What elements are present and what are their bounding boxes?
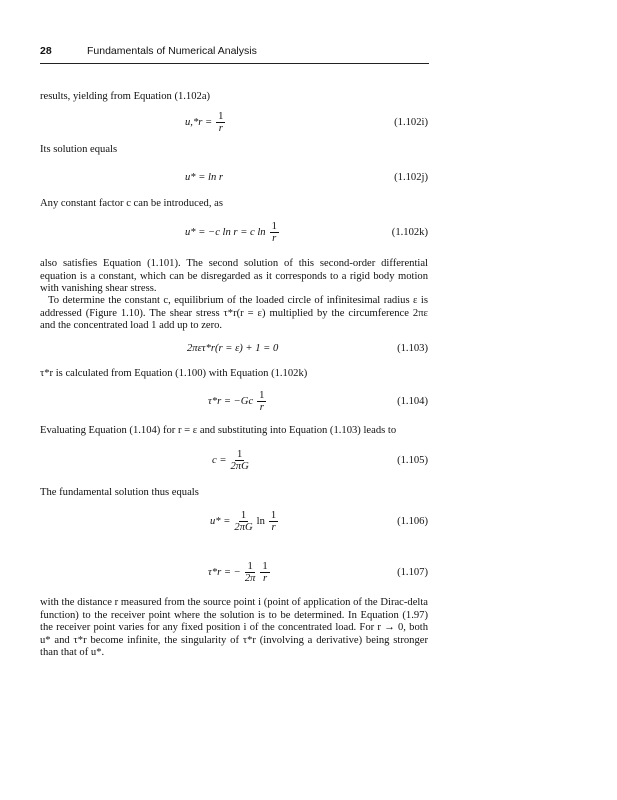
paragraph: To determine the constant c, equilibrium of the loaded circle of infinitesimal radius ε is addressed (Figure 1.10). The shear stress τ*r(r = ε) multiplied by the circumference 2πε and the concentrated load 1 add up to zero. bbox=[40, 295, 428, 332]
numerator: 1 bbox=[262, 561, 268, 572]
numerator: 1 bbox=[247, 561, 253, 572]
equation-number: (1.105) bbox=[397, 455, 428, 466]
fraction bbox=[216, 111, 225, 134]
page-number: 28 bbox=[40, 45, 52, 57]
equation-number: (1.103) bbox=[397, 343, 428, 354]
eq-lhs: u* = −c ln r = c ln bbox=[185, 227, 266, 238]
paragraph: with the distance r measured from the source point i (point of application of the Dirac-delta function) to the receiver point where the solution is to be determined. In Equation (1.97) the receiver point varies for any fixed position i of the concentrated load. For r → 0, both u* and τ*r become infinite, the singularity of τ*r (involving a derivative) being stronger than that of u*. bbox=[40, 597, 428, 659]
denominator: r bbox=[271, 522, 276, 533]
numerator: 1 bbox=[271, 221, 277, 232]
numerator: 1 bbox=[236, 449, 243, 460]
fraction bbox=[234, 510, 252, 533]
paragraph: The fundamental solution thus equals bbox=[40, 487, 199, 498]
paragraph: Evaluating Equation (1.104) for r = ε and substituting into Equation (1.103) leads to bbox=[40, 425, 397, 436]
fraction bbox=[269, 510, 278, 533]
numerator: 1 bbox=[218, 111, 224, 122]
denominator: 2π bbox=[244, 573, 256, 584]
numerator: 1 bbox=[270, 510, 277, 521]
eq-lhs: τ*r = −Gc bbox=[208, 396, 254, 407]
eq-expr: 2πετ*r(r = ε) + 1 = 0 bbox=[187, 343, 279, 354]
denominator: 2πG bbox=[230, 461, 249, 472]
numerator: 1 bbox=[240, 510, 247, 521]
fraction bbox=[245, 561, 256, 584]
denominator: 2πG bbox=[234, 522, 253, 533]
equation-1-106 bbox=[0, 510, 428, 534]
numerator: 1 bbox=[259, 390, 265, 401]
equation-1-102k bbox=[0, 221, 428, 245]
eq-lhs: τ*r = − bbox=[208, 567, 241, 578]
denominator: r bbox=[263, 573, 268, 584]
denominator: r bbox=[259, 402, 264, 413]
equation-number: (1.102i) bbox=[394, 117, 428, 128]
ln-operator: ln bbox=[256, 516, 265, 527]
paragraph: Its solution equals bbox=[40, 144, 118, 155]
fraction bbox=[260, 561, 269, 584]
eq-lhs: c = bbox=[212, 455, 227, 466]
paragraph: results, yielding from Equation (1.102a) bbox=[40, 91, 211, 102]
equation-number: (1.102k) bbox=[391, 227, 428, 238]
paragraph: τ*r is calculated from Equation (1.100) with Equation (1.102k) bbox=[40, 368, 308, 379]
equation-1-105 bbox=[0, 449, 428, 473]
equation-1-104 bbox=[0, 390, 428, 414]
running-header bbox=[40, 45, 428, 57]
book-title: Fundamentals of Numerical Analysis bbox=[87, 45, 257, 57]
paragraph: also satisfies Equation (1.101). The second solution of this second-order differential equation is a constant, which can be disregarded as it corresponds to a rigid body motion with vanishing shear stress. bbox=[40, 258, 428, 295]
eq-lhs: u,*r = bbox=[185, 117, 213, 128]
equation-1-102i bbox=[0, 111, 428, 135]
equation-number: (1.104) bbox=[397, 396, 428, 407]
denominator: r bbox=[272, 233, 277, 244]
fraction bbox=[257, 390, 266, 413]
eq-lhs: u* = bbox=[210, 516, 231, 527]
denominator: r bbox=[218, 123, 223, 134]
equation-number: (1.107) bbox=[397, 567, 428, 578]
eq-expr: u* = ln r bbox=[185, 172, 224, 183]
paragraph: Any constant factor c can be introduced, as bbox=[40, 198, 223, 209]
equation-number: (1.102j) bbox=[394, 172, 428, 183]
equation-number: (1.106) bbox=[397, 516, 428, 527]
fraction bbox=[270, 221, 279, 244]
equation-1-103 bbox=[0, 343, 428, 367]
equation-1-102j bbox=[0, 172, 428, 196]
equation-1-107 bbox=[0, 561, 428, 585]
fraction bbox=[231, 449, 249, 472]
header-rule bbox=[40, 63, 429, 64]
